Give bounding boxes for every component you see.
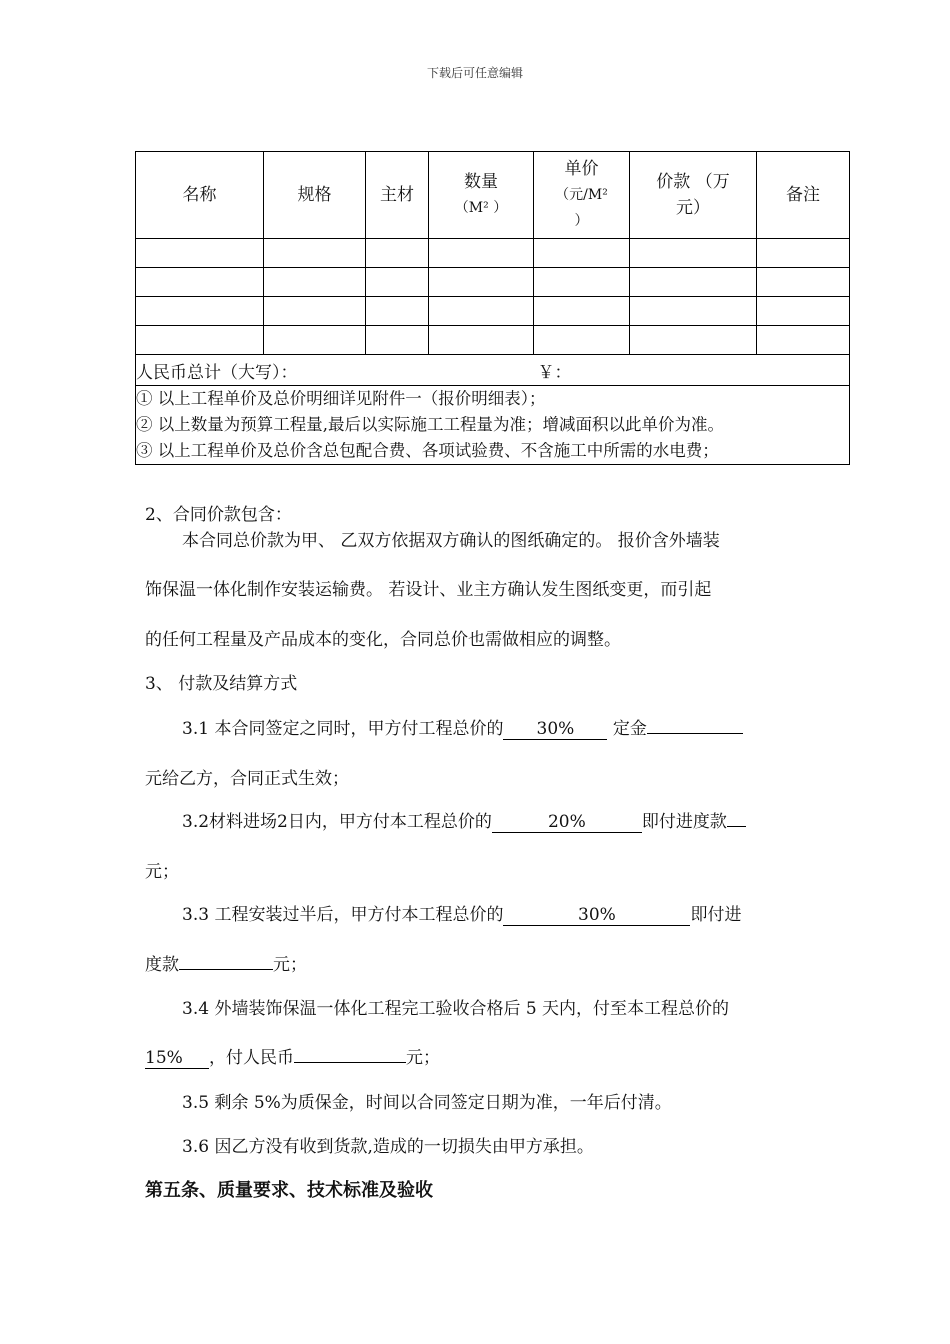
section-2-line2: 饰保温一体化制作安装运输费。 若设计、业主方确认发生图纸变更，而引起 [145,580,712,600]
col-remark: 备注 [757,152,850,239]
clause-3-2-progress: 即付进度款 [641,812,727,832]
clause-3-4-rmb: ，付人民币 [209,1048,294,1068]
clause-3-1-text: 3.1 本合同签定之同时，甲方付工程总价的 [182,719,504,739]
col-qty-label: 数量 [464,172,498,192]
table-row [136,326,850,355]
deposit-blank [647,714,743,734]
note-2: ② 以上数量为预算工程量,最后以实际施工工程量为准；增减面积以此单价为准。 [136,415,724,434]
table-header-row [136,152,850,239]
clause-3-3-progress: 即付进 [690,905,742,925]
col-amount-unit: 元） [676,198,710,218]
page-header: 下载后可任意编辑 [426,66,523,80]
col-price-label: 单价 [564,159,599,179]
col-amount [630,152,757,239]
col-amount-label: 价款 （万 [656,172,730,192]
clause-3-4-cont [145,1043,440,1069]
total-symbol: ￥： [537,362,572,383]
total-row [136,355,850,386]
clause-3-1-deposit: 定金 [612,719,647,739]
note-1: ① 以上工程单价及总价明细详见附件一（报价明细表）； [136,389,546,408]
total-label: 人民币总计（大写）： [136,362,298,383]
progress-percent-2: 30% [503,906,690,926]
section-2-line1: 本合同总价款为甲、 乙双方依据双方确认的图纸确定的。 报价含外墙装 [182,531,720,551]
progress-blank-1 [727,807,746,827]
clause-3-6: 3.6 因乙方没有收到货款,造成的一切损失由甲方承担。 [182,1137,594,1157]
col-name: 名称 [136,152,264,239]
progress-blank-2 [179,950,273,970]
notes-row [136,386,850,465]
quote-table [135,151,850,465]
progress-percent-1: 20% [492,813,642,833]
col-price-unit-close: ） [574,213,589,229]
clause-3-2-cont: 元； [145,862,179,882]
final-amount-blank [294,1043,406,1063]
table-row [136,268,850,297]
clause-3-3-text: 3.3 工程安装过半后，甲方付本工程总价的 [182,905,504,925]
deposit-percent: 30% [503,720,607,740]
clause-3-4: 3.4 外墙装饰保温一体化工程完工验收合格后 5 天内，付至本工程总价的 [182,999,730,1019]
clause-3-3-unit: 元； [273,955,307,975]
final-percent: 15% [145,1049,209,1069]
clause-3-5: 3.5 剩余 5%为质保金，时间以合同签定日期为准，一年后付清。 [182,1093,672,1113]
section-5-title: 第五条、质量要求、技术标准及验收 [145,1180,433,1201]
col-price-unit: （元/M² [555,187,608,203]
clause-3-3 [182,900,741,926]
section-3-title: 3、 付款及结算方式 [145,674,298,694]
clause-3-2-text: 3.2材料进场2日内，甲方付本工程总价的 [182,812,492,832]
clause-3-4-unit: 元； [406,1048,440,1068]
clause-3-3-label: 度款 [145,955,179,975]
col-qty-unit: （M² ） [454,200,508,216]
clause-3-3-cont [145,950,307,975]
section-2-line3: 的任何工程量及产品成本的变化，合同总价也需做相应的调整。 [145,630,621,650]
section-2-title: 2、合同价款包含： [145,505,292,525]
col-price [534,152,630,239]
table-row [136,297,850,326]
note-3: ③ 以上工程单价及总价含总包配合费、各项试验费、不含施工中所需的水电费； [136,441,719,460]
col-spec: 规格 [264,152,366,239]
table-row [136,239,850,268]
clause-3-1-cont: 元给乙方，合同正式生效； [145,769,349,789]
col-material: 主材 [366,152,429,239]
col-qty [429,152,534,239]
clause-3-1 [182,714,743,740]
clause-3-2 [182,807,746,833]
